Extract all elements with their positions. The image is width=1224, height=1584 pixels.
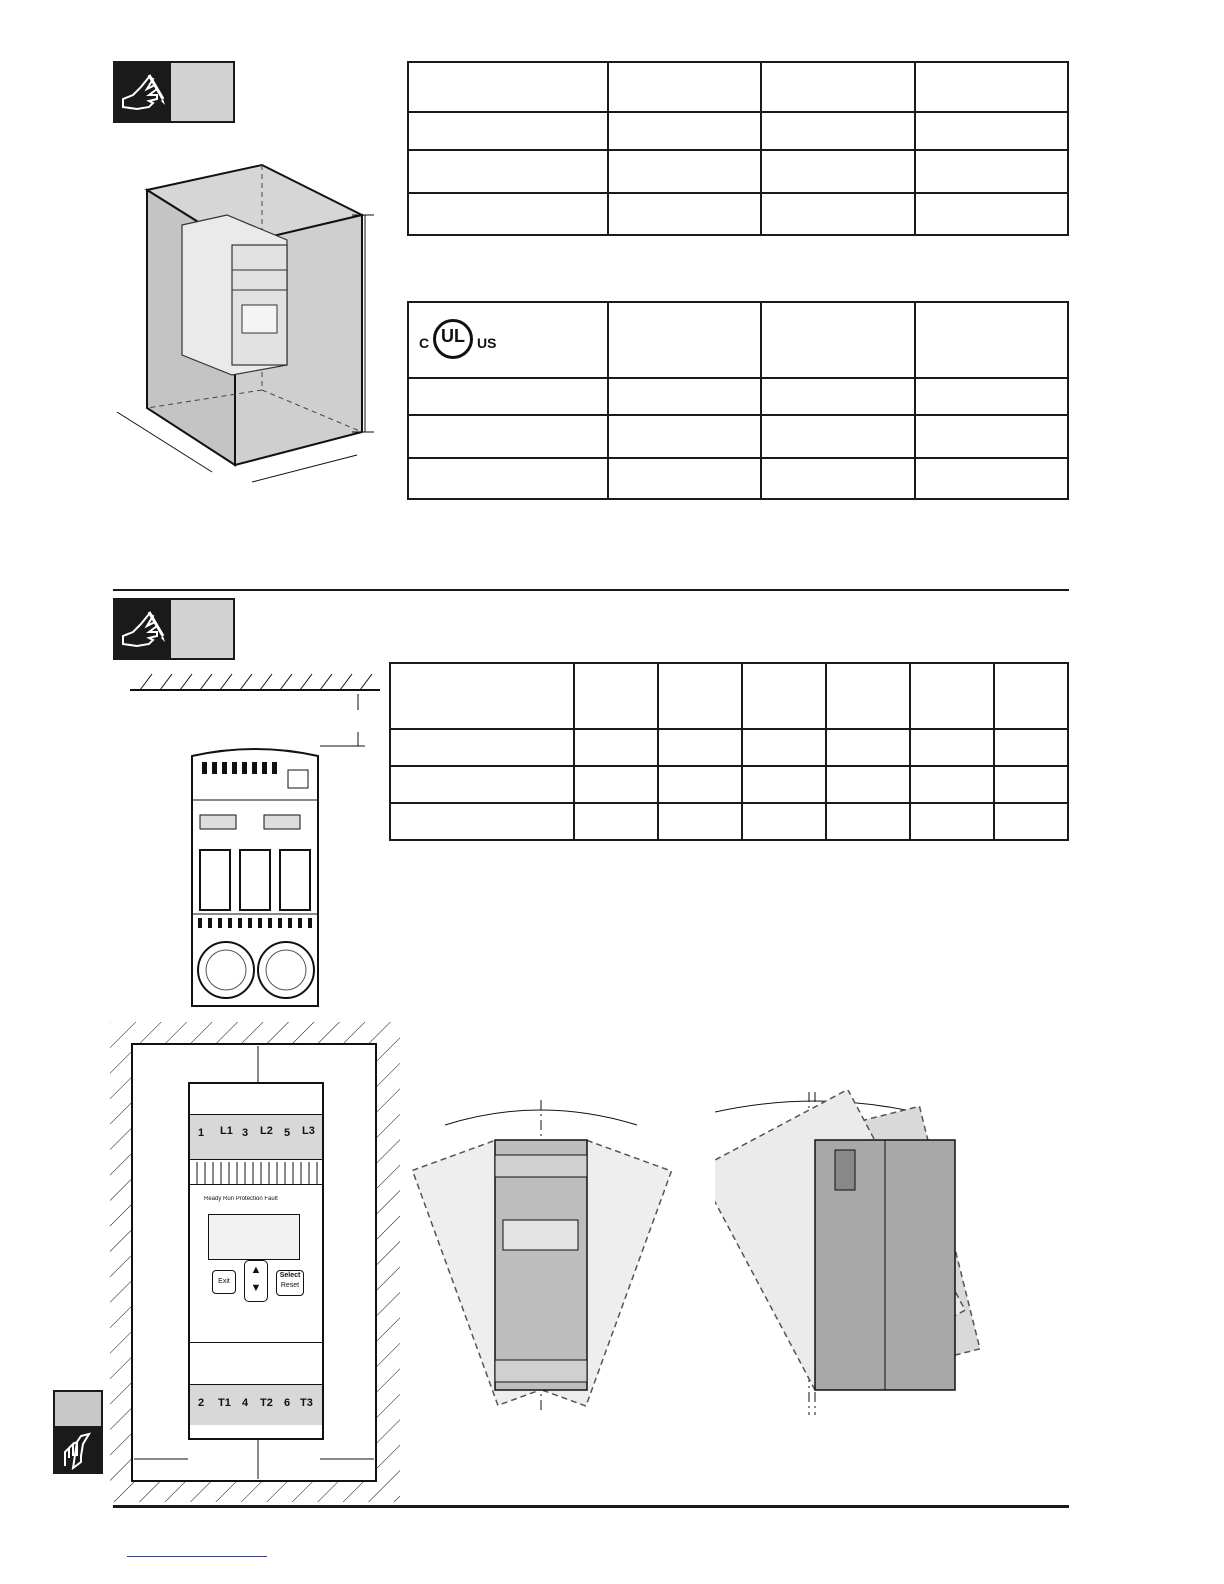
select-label: Select (279, 1272, 301, 1279)
up-arrow-icon: ▲ (250, 1264, 262, 1276)
terminal-label: T1 (218, 1397, 231, 1409)
ul-logo-center: UL (441, 326, 465, 346)
terminal-label: 3 (242, 1127, 249, 1139)
exit-key: Exit (212, 1270, 236, 1294)
ul-logo-us: US (477, 335, 497, 351)
enclosure-box-illustration (112, 160, 387, 485)
top-terminal-strip (190, 1114, 322, 1160)
lcd-display (208, 1214, 300, 1260)
clearance-table (389, 662, 1069, 841)
led-fault: Fault (264, 1196, 278, 1202)
terminal-label: 1 (198, 1127, 205, 1139)
tilt-side-illustration (715, 1090, 1065, 1420)
select-reset-key (276, 1270, 304, 1296)
section-divider (113, 589, 1069, 591)
side-tab (53, 1390, 103, 1474)
ul-ratings-table (407, 301, 1069, 500)
terminal-label: L2 (260, 1125, 273, 1137)
soft-starter-front (188, 1082, 324, 1440)
led-ready: Ready (204, 1196, 222, 1202)
terminal-label: 2 (198, 1397, 205, 1409)
reset-label: Reset (280, 1282, 300, 1289)
terminal-label: 5 (284, 1127, 291, 1139)
hand-writing-icon (119, 69, 169, 115)
section2-hand-icon (113, 598, 235, 660)
hand-writing-icon (119, 606, 169, 652)
terminal-label: L3 (302, 1125, 315, 1137)
mounting-clearance-illustration (110, 1022, 400, 1502)
control-terminal-strip (190, 1162, 322, 1185)
terminal-label: T2 (260, 1397, 273, 1409)
hand-pointing-icon (59, 1432, 97, 1470)
terminal-label: 6 (284, 1397, 291, 1409)
arrow-keys (244, 1260, 268, 1302)
footer-divider (113, 1505, 1069, 1508)
cul-us-logo (419, 315, 509, 365)
bottom-terminal-strip (190, 1384, 322, 1425)
dimensions-table (407, 61, 1069, 236)
terminal-label: T3 (300, 1397, 313, 1409)
terminal-label: L1 (220, 1125, 233, 1137)
terminal-label: 4 (242, 1397, 249, 1409)
ul-logo-c: C (419, 335, 430, 351)
down-arrow-icon: ▼ (250, 1282, 262, 1294)
section1-hand-icon (113, 61, 235, 123)
top-clearance-illustration (130, 670, 390, 1010)
footer-link-underline (127, 1556, 267, 1557)
led-protection: Protection (235, 1196, 263, 1202)
status-led-row (204, 1196, 308, 1206)
tilt-front-illustration (405, 1095, 685, 1415)
led-run: Run (223, 1196, 235, 1202)
